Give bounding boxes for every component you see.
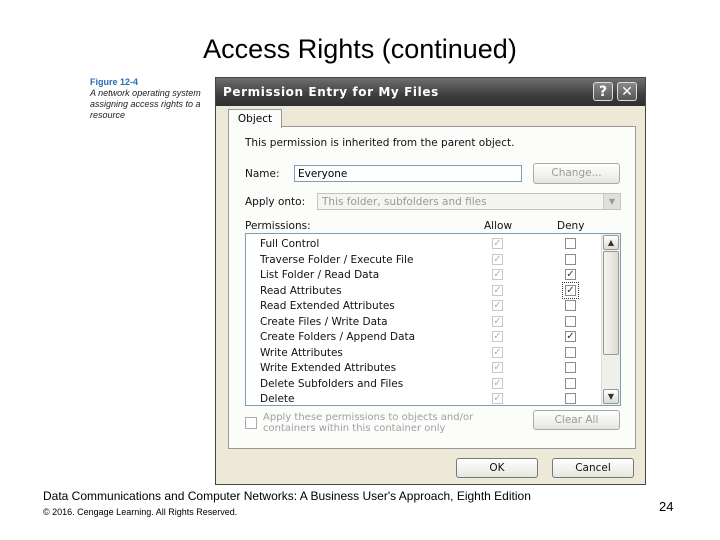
- dialog-title: Permission Entry for My Files: [223, 85, 439, 99]
- allow-checkbox[interactable]: ✓: [493, 284, 502, 296]
- permission-name: Read Attributes: [260, 284, 342, 297]
- slide-title: Access Rights (continued): [203, 34, 517, 64]
- permission-name: Write Attributes: [260, 346, 343, 359]
- dialog-titlebar[interactable]: [216, 78, 645, 106]
- permission-row: [246, 330, 602, 345]
- permission-row: [246, 392, 602, 406]
- permission-entry-dialog: [215, 77, 646, 485]
- apply-onto-value: This folder, subfolders and files: [322, 196, 487, 208]
- deny-checkbox[interactable]: [565, 393, 576, 404]
- permission-name: List Folder / Read Data: [260, 269, 380, 281]
- permission-row: [246, 237, 602, 252]
- chevron-down-icon[interactable]: ▼: [603, 194, 620, 209]
- figure-number: Figure 12-4: [90, 77, 139, 87]
- allow-checkbox[interactable]: ✓: [493, 253, 502, 265]
- name-label: Name:: [245, 168, 280, 180]
- deny-checkbox[interactable]: [565, 347, 576, 358]
- permission-row: [246, 346, 602, 361]
- permission-name: Delete: [260, 393, 295, 405]
- permission-name: Delete Subfolders and Files: [260, 377, 404, 390]
- permissions-scrollbar[interactable]: [601, 234, 620, 405]
- change-button[interactable]: Change...: [533, 163, 620, 184]
- permission-row: [246, 377, 602, 392]
- allow-checkbox[interactable]: ✓: [493, 300, 502, 311]
- allow-checkbox[interactable]: ✓: [493, 393, 502, 404]
- deny-checkbox[interactable]: [565, 378, 576, 389]
- apply-onto-select[interactable]: [317, 193, 621, 210]
- deny-checkbox[interactable]: [565, 316, 576, 327]
- permission-name: Full Control: [260, 238, 320, 250]
- deny-checkbox[interactable]: ✓: [566, 331, 575, 342]
- permission-row: [246, 253, 602, 268]
- allow-checkbox[interactable]: ✓: [493, 269, 502, 280]
- deny-checkbox[interactable]: [565, 300, 576, 311]
- permission-row: [246, 315, 602, 330]
- deny-checkbox[interactable]: [565, 254, 576, 265]
- allow-checkbox[interactable]: ✓: [493, 346, 502, 358]
- scroll-up-icon[interactable]: ▲: [603, 235, 619, 250]
- ok-button[interactable]: OK: [456, 458, 538, 478]
- allow-checkbox[interactable]: ✓: [493, 377, 502, 389]
- permission-row: [246, 299, 602, 314]
- permission-row: [246, 268, 602, 283]
- footer-book-title: Data Communications and Computer Networks: A Business User's Approach, Eighth Edition: [43, 489, 531, 503]
- permission-name: Traverse Folder / Execute File: [260, 253, 414, 266]
- deny-column-header: Deny: [557, 220, 585, 232]
- name-field[interactable]: Everyone: [294, 165, 522, 182]
- figure-caption-text: A network operating system assigning access rights to a resource: [90, 88, 201, 120]
- scroll-down-icon[interactable]: ▼: [603, 389, 619, 404]
- permission-name: Write Extended Attributes: [260, 362, 397, 374]
- permission-row: [246, 361, 602, 376]
- cancel-button[interactable]: Cancel: [552, 458, 634, 478]
- allow-column-header: Allow: [484, 220, 513, 232]
- scrollbar-thumb[interactable]: [603, 251, 619, 355]
- footer-copyright: © 2016. Cengage Learning. All Rights Reserved.: [43, 507, 238, 517]
- tab-object[interactable]: Object: [228, 109, 282, 128]
- apply-to-container-checkbox[interactable]: [245, 417, 257, 429]
- page-number: 24: [659, 499, 674, 514]
- allow-checkbox[interactable]: ✓: [493, 238, 502, 249]
- inherited-notice: This permission is inherited from the parent object.: [245, 137, 515, 149]
- deny-checkbox[interactable]: [565, 238, 576, 249]
- help-button[interactable]: ?: [593, 82, 613, 101]
- deny-checkbox[interactable]: ✓: [566, 284, 575, 296]
- permissions-list: [245, 233, 621, 406]
- figure-caption: [90, 77, 215, 121]
- permissions-label: Permissions:: [245, 220, 311, 232]
- permission-name: Create Folders / Append Data: [260, 331, 416, 343]
- allow-checkbox[interactable]: ✓: [493, 362, 502, 373]
- object-tab-panel: [228, 126, 636, 449]
- close-button[interactable]: ✕: [617, 82, 637, 101]
- deny-checkbox[interactable]: ✓: [566, 269, 575, 280]
- apply-onto-label: Apply onto:: [245, 196, 306, 208]
- permission-name: Create Files / Write Data: [260, 315, 388, 328]
- deny-checkbox[interactable]: [565, 362, 576, 373]
- allow-checkbox[interactable]: ✓: [493, 331, 502, 342]
- clear-all-button[interactable]: Clear All: [533, 410, 620, 430]
- apply-to-container-label: Apply these permissions to objects and/or containers within this container only: [263, 412, 474, 434]
- permission-name: Read Extended Attributes: [260, 300, 395, 312]
- allow-checkbox[interactable]: ✓: [493, 315, 502, 327]
- permission-row: [246, 284, 602, 299]
